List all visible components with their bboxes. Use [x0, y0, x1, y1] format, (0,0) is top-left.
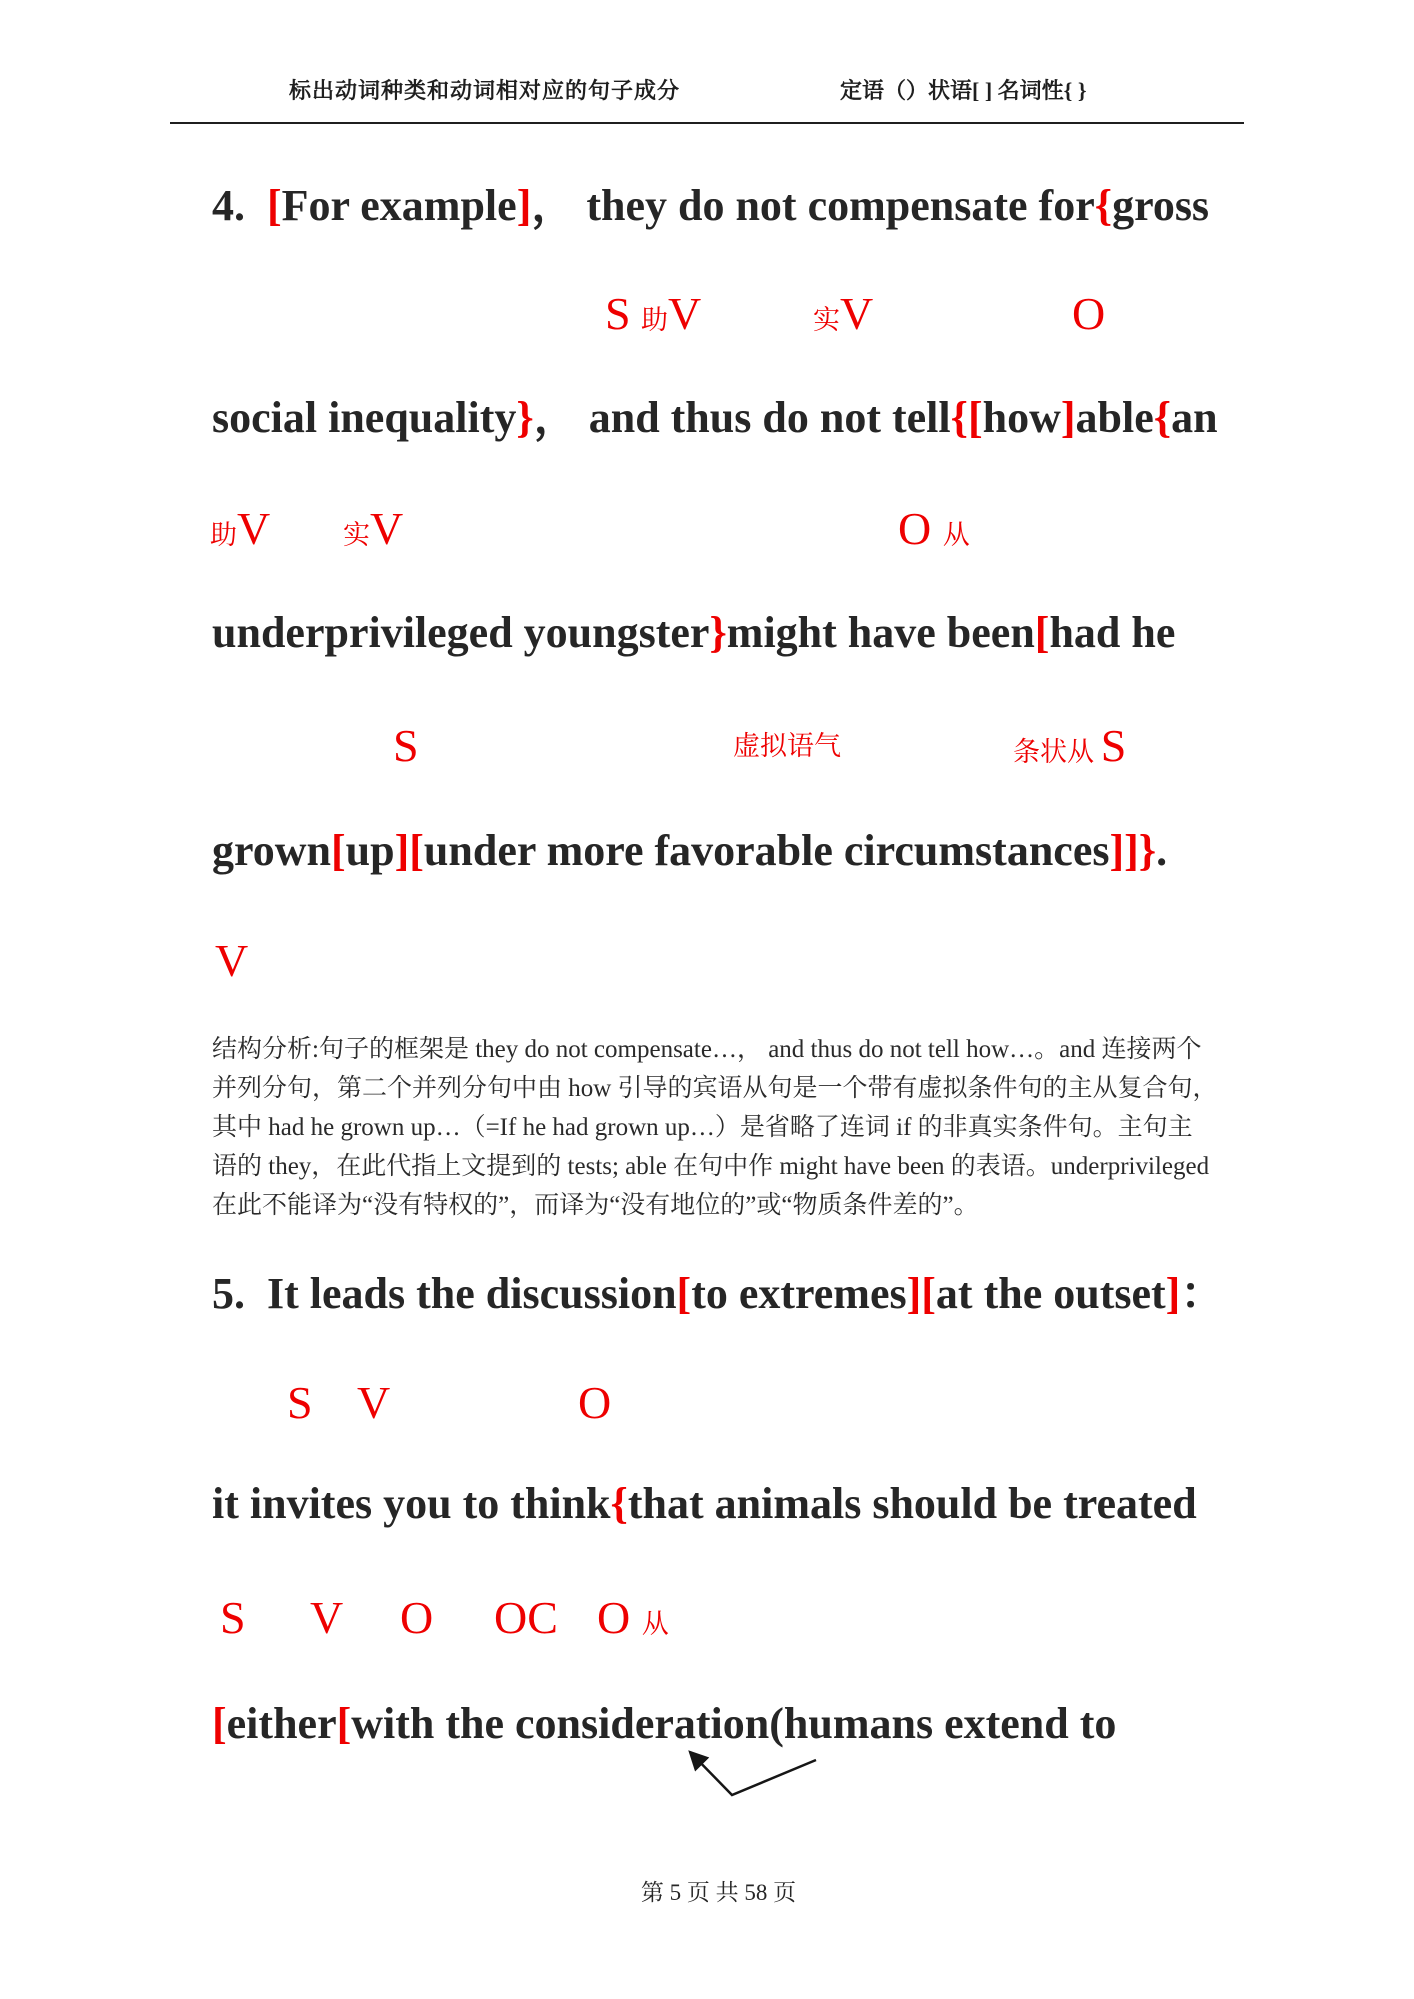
analysis-line-1: 结构分析:句子的框架是 they do not compensate…， and thus do not tell how…。and 连接两个 [212, 1036, 1202, 1063]
grammar-annotation: 助V [210, 503, 271, 554]
header-rule [170, 122, 1244, 124]
annotation-arrow [660, 1736, 840, 1808]
header-legend: 定语（）状语[ ] 名词性{ } [840, 78, 1087, 103]
sentence-4-line-4: grown[up][under more favorable circumstances]]}. [212, 826, 1168, 875]
page-footer [0, 1848, 1414, 1933]
sentence-5-line-1: 5. It leads the discussion[to extremes][at the outset]： [212, 1269, 1225, 1318]
grammar-annotation: 实V [813, 288, 874, 339]
grammar-annotation: V [310, 1592, 344, 1643]
grammar-annotation: 虚拟语气 [733, 731, 841, 761]
grammar-annotation: V [215, 935, 249, 986]
grammar-annotation: V [357, 1377, 391, 1428]
analysis-paragraph [212, 1030, 1252, 1225]
annotation-row-4-3 [0, 721, 1414, 779]
analysis-line-2: 并列分句，第二个并列分句中由 how 引导的宾语从句是一个带有虚拟条件句的主从复合句， [212, 1075, 1218, 1102]
grammar-annotation: S [220, 1592, 246, 1643]
grammar-annotation: O 从 [898, 503, 970, 554]
grammar-annotation: 助V [641, 288, 702, 339]
grammar-annotation: S [605, 288, 631, 339]
analysis-line-5: 在此不能译为“没有特权的”，而译为“没有地位的”或“物质条件差的”。 [212, 1192, 979, 1219]
analysis-line-4: 语的 they，在此代指上文提到的 tests; able 在句中作 might have been 的表语。underprivileged [212, 1153, 1210, 1180]
sentence-4-line-1: 4. [For example]， they do not compensate for{gross [212, 181, 1210, 230]
grammar-annotation: 条状从 S [1013, 720, 1127, 771]
grammar-annotation: 实V [343, 503, 404, 554]
header-instruction: 标出动词种类和动词相对应的句子成分 [289, 78, 681, 103]
annotation-row-4-1 [0, 289, 1414, 347]
footer-page-number: 第 5 页 共 58 页 [640, 1880, 797, 1905]
grammar-annotation: S [287, 1377, 313, 1428]
analysis-line-3: 其中 had he grown up…（=If he had grown up…）是省略了连词 if 的非真实条件句。主句主 [212, 1114, 1193, 1141]
sentence-5-line-3: [either[with the consideration(humans extend to [212, 1699, 1117, 1748]
grammar-annotation: OC [494, 1592, 558, 1643]
grammar-annotation: O [1072, 288, 1106, 339]
sentence-4-line-3: underprivileged youngster}might have been[had he [212, 608, 1176, 657]
sentence-4-line-2: social inequality}， and thus do not tell{[how]able{an [212, 393, 1218, 442]
grammar-annotation: O [578, 1377, 612, 1428]
grammar-annotation: O [400, 1592, 434, 1643]
annotation-row-5-1 [0, 1378, 1414, 1436]
grammar-annotation: O 从 [597, 1592, 669, 1643]
annotation-row-4-4 [0, 936, 1414, 994]
grammar-annotation: S [393, 720, 419, 771]
annotation-row-4-2 [0, 504, 1414, 562]
annotation-row-5-2 [0, 1593, 1414, 1651]
sentence-5-line-2: it invites you to think{that animals should be treated [212, 1479, 1197, 1528]
